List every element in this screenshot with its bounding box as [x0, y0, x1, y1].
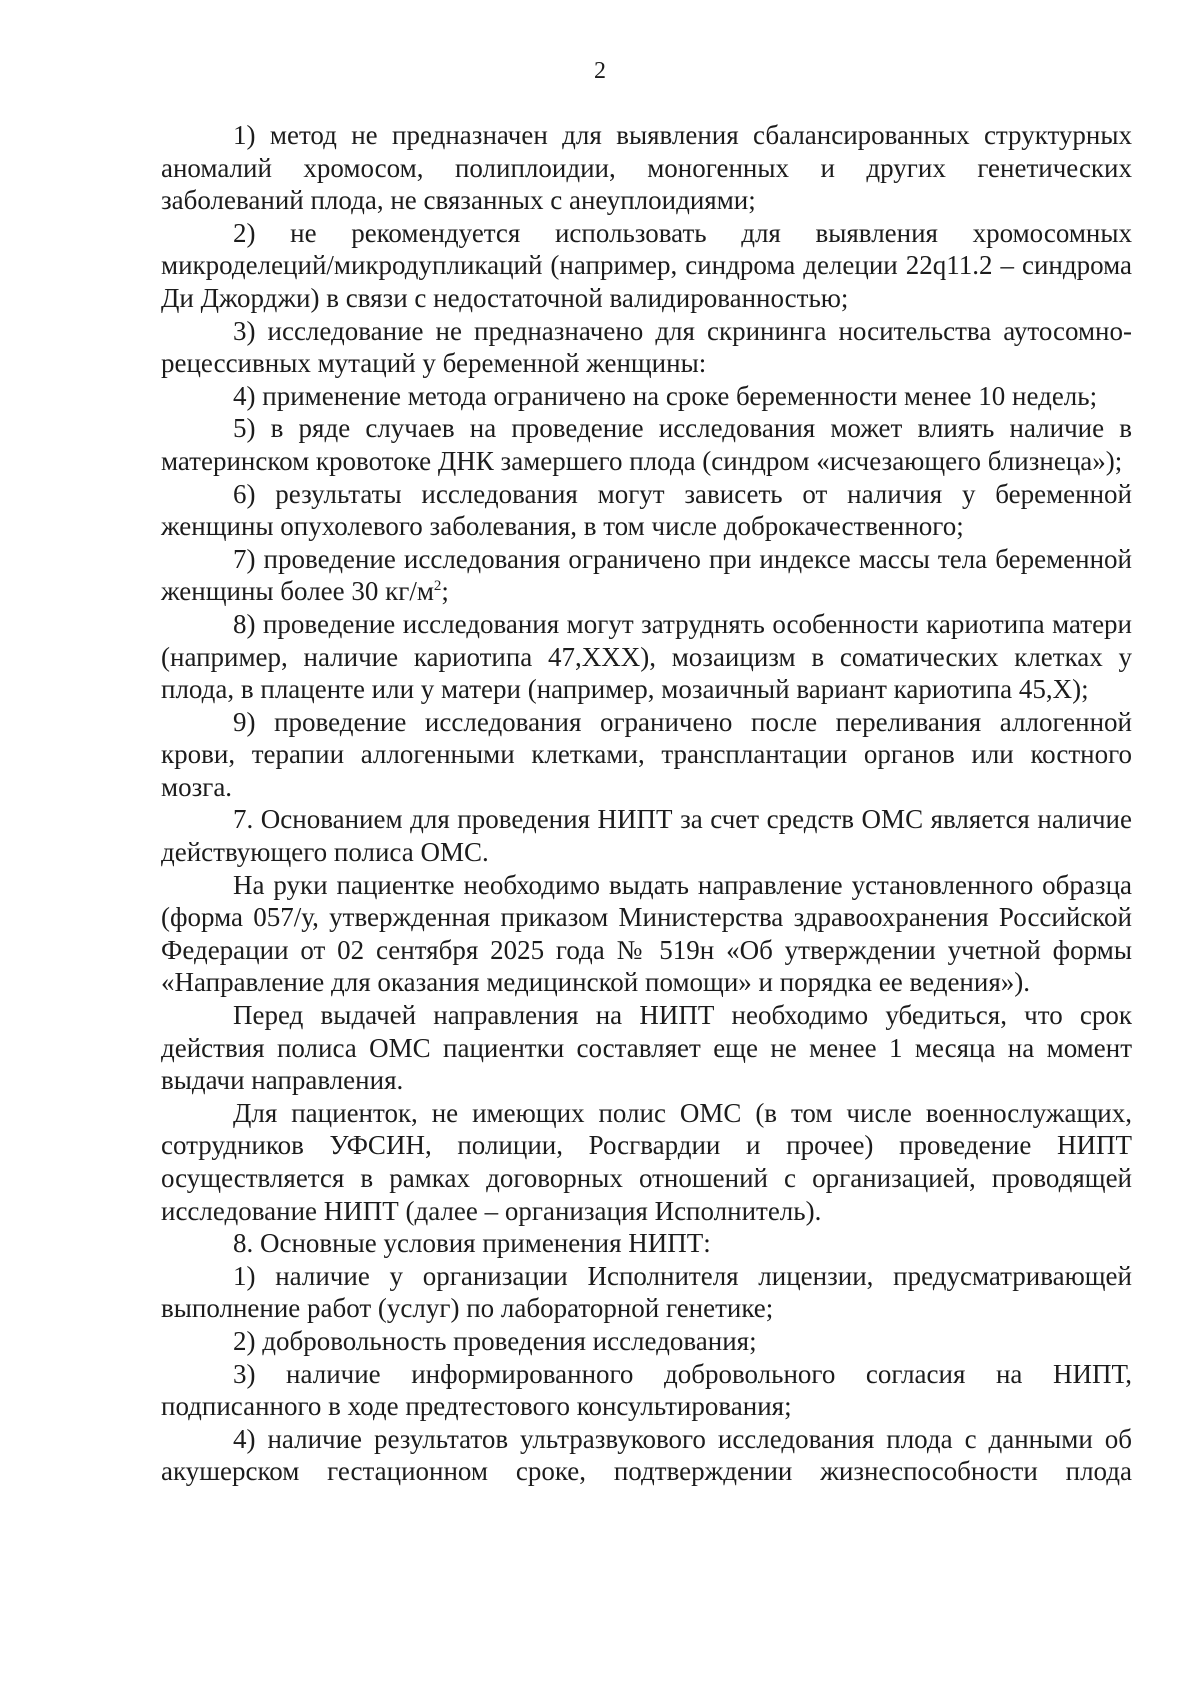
paragraph-section-8-heading: 8. Основные условия применения НИПТ:	[233, 1228, 711, 1259]
paragraph-limitation-7-text: 7) проведение исследования ограничено при индексе массы тела беременной женщины более 30 кг/м	[161, 543, 1132, 607]
paragraph-limitation-7-tail: ;	[441, 576, 449, 607]
paragraph-condition-4: 4) наличие результатов ультразвукового исследования плода с данными об акушерском гестационном сроке, подтверждении жизнеспособности плода	[161, 1423, 1132, 1487]
superscript-2: 2	[433, 578, 442, 595]
paragraph-limitation-7	[161, 543, 1132, 608]
paragraph-no-policy: Для пациенток, не имеющих полис ОМС (в том числе военнослужащих, сотрудников УФСИН, полиции, Росгвардии и прочее) проведение НИПТ осуществляется в рамках договорных отношений с организацией, проводящей исследование НИПТ (далее – организация Исполнитель).	[161, 1097, 1132, 1226]
paragraph-limitation-9: 9) проведение исследования ограничено после переливания аллогенной крови, терапии аллогенными клетками, трансплантации органов или костного мозга.	[161, 706, 1132, 802]
paragraph-limitation-4: 4) применение метода ограничено на сроке беременности менее 10 недель;	[233, 380, 1098, 411]
paragraph-condition-3: 3) наличие информированного добровольного согласия на НИПТ, подписанного в ходе предтестового консультирования;	[161, 1358, 1132, 1422]
paragraph-referral: На руки пациентке необходимо выдать направление установленного образца (форма 057/у, утвержденная приказом Министерства здравоохранения Российской Федерации от 02 сентября 2025 года № 519н «Об утверждении учетной формы «Направление для оказания медицинской помощи» и порядка ее ведения»).	[161, 869, 1132, 998]
paragraph-limitation-8: 8) проведение исследования могут затруднять особенности кариотипа матери (например, наличие кариотипа 47,ХХХ), мозаицизм в соматических клетках у плода, в плаценте или у матери (например, мозаичный вариант кариотипа 45,Х);	[161, 608, 1132, 705]
paragraph-limitation-1: 1) метод не предназначен для выявления сбалансированных структурных аномалий хромосом, полиплоидии, моногенных и других генетических заболеваний плода, не связанных с анеуплоидиями;	[161, 120, 1132, 216]
paragraph-condition-2: 2) добровольность проведения исследования;	[233, 1325, 757, 1356]
paragraph-limitation-6: 6) результаты исследования могут зависеть от наличия у беременной женщины опухолевого заболевания, в том числе доброкачественного;	[161, 478, 1132, 542]
paragraph-limitation-2: 2) не рекомендуется использовать для выявления хромосомных микроделеций/микродупликаций (например, синдрома делеции 22q11.2 – синдрома Ди Джорджи) в связи с недостаточной валидированностью;	[161, 217, 1132, 313]
paragraph-limitation-5: 5) в ряде случаев на проведение исследования может влиять наличие в материнском кровотоке ДНК замершего плода (синдром «исчезающего близнеца»);	[161, 413, 1132, 476]
document-body	[161, 119, 1132, 1488]
paragraph-policy-check: Перед выдачей направления на НИПТ необходимо убедиться, что срок действия полиса ОМС пациентки составляет еще не менее 1 месяца на момент выдачи направления.	[161, 1000, 1132, 1096]
paragraph-section-7: 7. Основанием для проведения НИПТ за счет средств ОМС является наличие действующего полиса ОМС.	[161, 804, 1132, 868]
paragraph-condition-1: 1) наличие у организации Исполнителя лицензии, предусматривающей выполнение работ (услуг) по лабораторной генетике;	[161, 1260, 1132, 1324]
page-number: 2	[594, 58, 606, 84]
paragraph-limitation-3: 3) исследование не предназначено для скрининга носительства аутосомно-рецессивных мутаций у беременной женщины:	[161, 315, 1132, 379]
